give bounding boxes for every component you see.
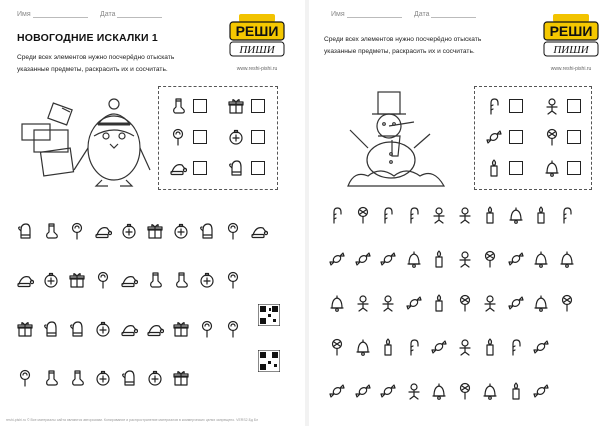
sock-icon[interactable] [146,271,164,289]
candle-icon[interactable] [430,294,448,312]
answer-box[interactable] [509,130,523,144]
ornament-icon[interactable] [172,222,190,240]
answer-box[interactable] [509,99,523,113]
sock-icon[interactable] [169,97,187,115]
bell-icon[interactable] [532,294,550,312]
lollipop-icon[interactable] [224,320,242,338]
gingerbread-icon[interactable] [354,294,372,312]
gift-icon[interactable] [68,271,86,289]
candy-icon[interactable] [328,250,346,268]
candy-icon[interactable] [507,250,525,268]
hat-icon[interactable] [120,320,138,338]
answer-box[interactable] [251,130,265,144]
mitten-icon[interactable] [68,320,86,338]
logo-text-bottom: ПИШИ [553,44,589,56]
lollipop-icon[interactable] [224,222,242,240]
gift-icon[interactable] [16,320,34,338]
mitten-icon[interactable] [227,159,245,177]
candy-cane-icon[interactable] [405,206,423,224]
mitten-icon[interactable] [42,320,60,338]
candy-cane-icon[interactable] [507,338,525,356]
instruction-line: указанные предметы, раскрасить их и сосчитать. [324,48,475,55]
ball-lollipop-icon[interactable] [328,338,346,356]
answer-box[interactable] [193,99,207,113]
date-field [100,11,162,18]
ball-lollipop-icon[interactable] [558,294,576,312]
name-field [331,11,402,18]
candy-icon[interactable] [507,294,525,312]
site-url: www.reshi-pishi.ru [550,66,592,72]
lollipop-icon[interactable] [16,369,34,387]
hat-icon[interactable] [250,222,268,240]
ornament-icon[interactable] [94,320,112,338]
gingerbread-icon[interactable] [456,338,474,356]
candle-icon[interactable] [532,206,550,224]
answer-box[interactable] [251,161,265,175]
sock-icon[interactable] [42,222,60,240]
gift-icon[interactable] [172,369,190,387]
page-title: НОВОГОДНИЕ ИСКАЛКИ 1 [17,32,158,44]
sock-icon[interactable] [42,369,60,387]
gingerbread-icon[interactable] [481,294,499,312]
snowman-illustration [344,82,454,197]
gingerbread-icon[interactable] [379,294,397,312]
instruction-line: Среди всех элементов нужно посчерёдно отыскать [17,54,175,61]
candy-cane-icon[interactable] [379,206,397,224]
legend-box [474,86,592,190]
ornament-icon[interactable] [146,369,164,387]
gingerbread-icon[interactable] [405,382,423,400]
page-divider [305,0,309,426]
instruction-line: указанные предметы, раскрасить их и сосчитать. [17,66,168,73]
site-url: www.reshi-pishi.ru [236,66,278,72]
ornament-icon[interactable] [94,369,112,387]
gift-icon[interactable] [146,222,164,240]
bell-icon[interactable] [532,250,550,268]
candy-cane-icon[interactable] [405,338,423,356]
hat-icon[interactable] [120,271,138,289]
instructions [17,52,227,76]
logo [222,12,292,70]
answer-box[interactable] [193,161,207,175]
candy-icon[interactable] [354,250,372,268]
candy-cane-icon[interactable] [485,97,503,115]
hat-icon[interactable] [16,271,34,289]
date-label: Дата [414,11,430,18]
candy-icon[interactable] [430,338,448,356]
mitten-icon[interactable] [120,369,138,387]
worksheet-left [0,0,300,426]
lollipop-icon[interactable] [94,271,112,289]
ball-lollipop-icon[interactable] [481,250,499,268]
bell-icon[interactable] [543,159,561,177]
instructions [324,34,534,58]
qr-code [258,350,280,372]
candle-icon[interactable] [430,250,448,268]
logo [536,12,606,70]
candle-icon[interactable] [481,338,499,356]
lollipop-icon[interactable] [224,271,242,289]
lollipop-icon[interactable] [198,320,216,338]
answer-box[interactable] [509,161,523,175]
answer-box[interactable] [567,161,581,175]
bell-icon[interactable] [507,206,525,224]
gift-icon[interactable] [172,320,190,338]
worksheet-right [314,0,614,426]
gift-icon[interactable] [227,97,245,115]
bell-icon[interactable] [558,250,576,268]
name-label: Имя [331,11,345,18]
ornament-icon[interactable] [227,128,245,146]
candy-cane-icon[interactable] [558,206,576,224]
logo-graphic [536,12,606,70]
candy-icon[interactable] [532,338,550,356]
answer-box[interactable] [567,99,581,113]
lollipop-icon[interactable] [169,128,187,146]
ball-lollipop-icon[interactable] [456,382,474,400]
hat-icon[interactable] [146,320,164,338]
candle-icon[interactable] [481,206,499,224]
bell-icon[interactable] [430,382,448,400]
candy-icon[interactable] [328,382,346,400]
qr-code [258,304,280,326]
gingerbread-icon[interactable] [543,97,561,115]
mitten-icon[interactable] [16,222,34,240]
candy-icon[interactable] [485,128,503,146]
penguin-illustration [14,88,154,203]
gingerbread-icon[interactable] [456,250,474,268]
name-field [17,11,88,18]
candy-icon[interactable] [379,250,397,268]
answer-box[interactable] [251,99,265,113]
bell-icon[interactable] [481,382,499,400]
bell-icon[interactable] [354,338,372,356]
logo-text-bottom: ПИШИ [239,44,275,56]
ball-lollipop-icon[interactable] [354,206,372,224]
ball-lollipop-icon[interactable] [456,294,474,312]
logo-text-top: РЕШИ [549,23,593,39]
instruction-line: Среди всех элементов нужно посчерёдно отыскать [324,36,482,43]
date-field [414,11,476,18]
name-label: Имя [17,11,31,18]
candy-icon[interactable] [532,382,550,400]
candy-icon[interactable] [354,382,372,400]
logo-graphic [222,12,292,70]
candy-icon[interactable] [405,294,423,312]
ornament-icon[interactable] [198,271,216,289]
gingerbread-icon[interactable] [430,206,448,224]
ball-lollipop-icon[interactable] [543,128,561,146]
candle-icon[interactable] [507,382,525,400]
sock-icon[interactable] [172,271,190,289]
logo-text-top: РЕШИ [235,23,279,39]
gingerbread-icon[interactable] [456,206,474,224]
ornament-icon[interactable] [120,222,138,240]
mitten-icon[interactable] [198,222,216,240]
candy-cane-icon[interactable] [328,206,346,224]
lollipop-icon[interactable] [68,222,86,240]
candle-icon[interactable] [485,159,503,177]
ornament-icon[interactable] [42,271,60,289]
legend-box [158,86,278,190]
footer-copyright: reshi-pishi.ru © Все материалы сайта являются авторскими. Копирование и распространение материалов в коммерческих целях запрещено. VERS2.Бд Бл [6,418,259,422]
bell-icon[interactable] [405,250,423,268]
hat-icon[interactable] [169,159,187,177]
bell-icon[interactable] [328,294,346,312]
candy-icon[interactable] [379,382,397,400]
hat-icon[interactable] [94,222,112,240]
answer-box[interactable] [193,130,207,144]
date-label: Дата [100,11,116,18]
candle-icon[interactable] [379,338,397,356]
answer-box[interactable] [567,130,581,144]
sock-icon[interactable] [68,369,86,387]
